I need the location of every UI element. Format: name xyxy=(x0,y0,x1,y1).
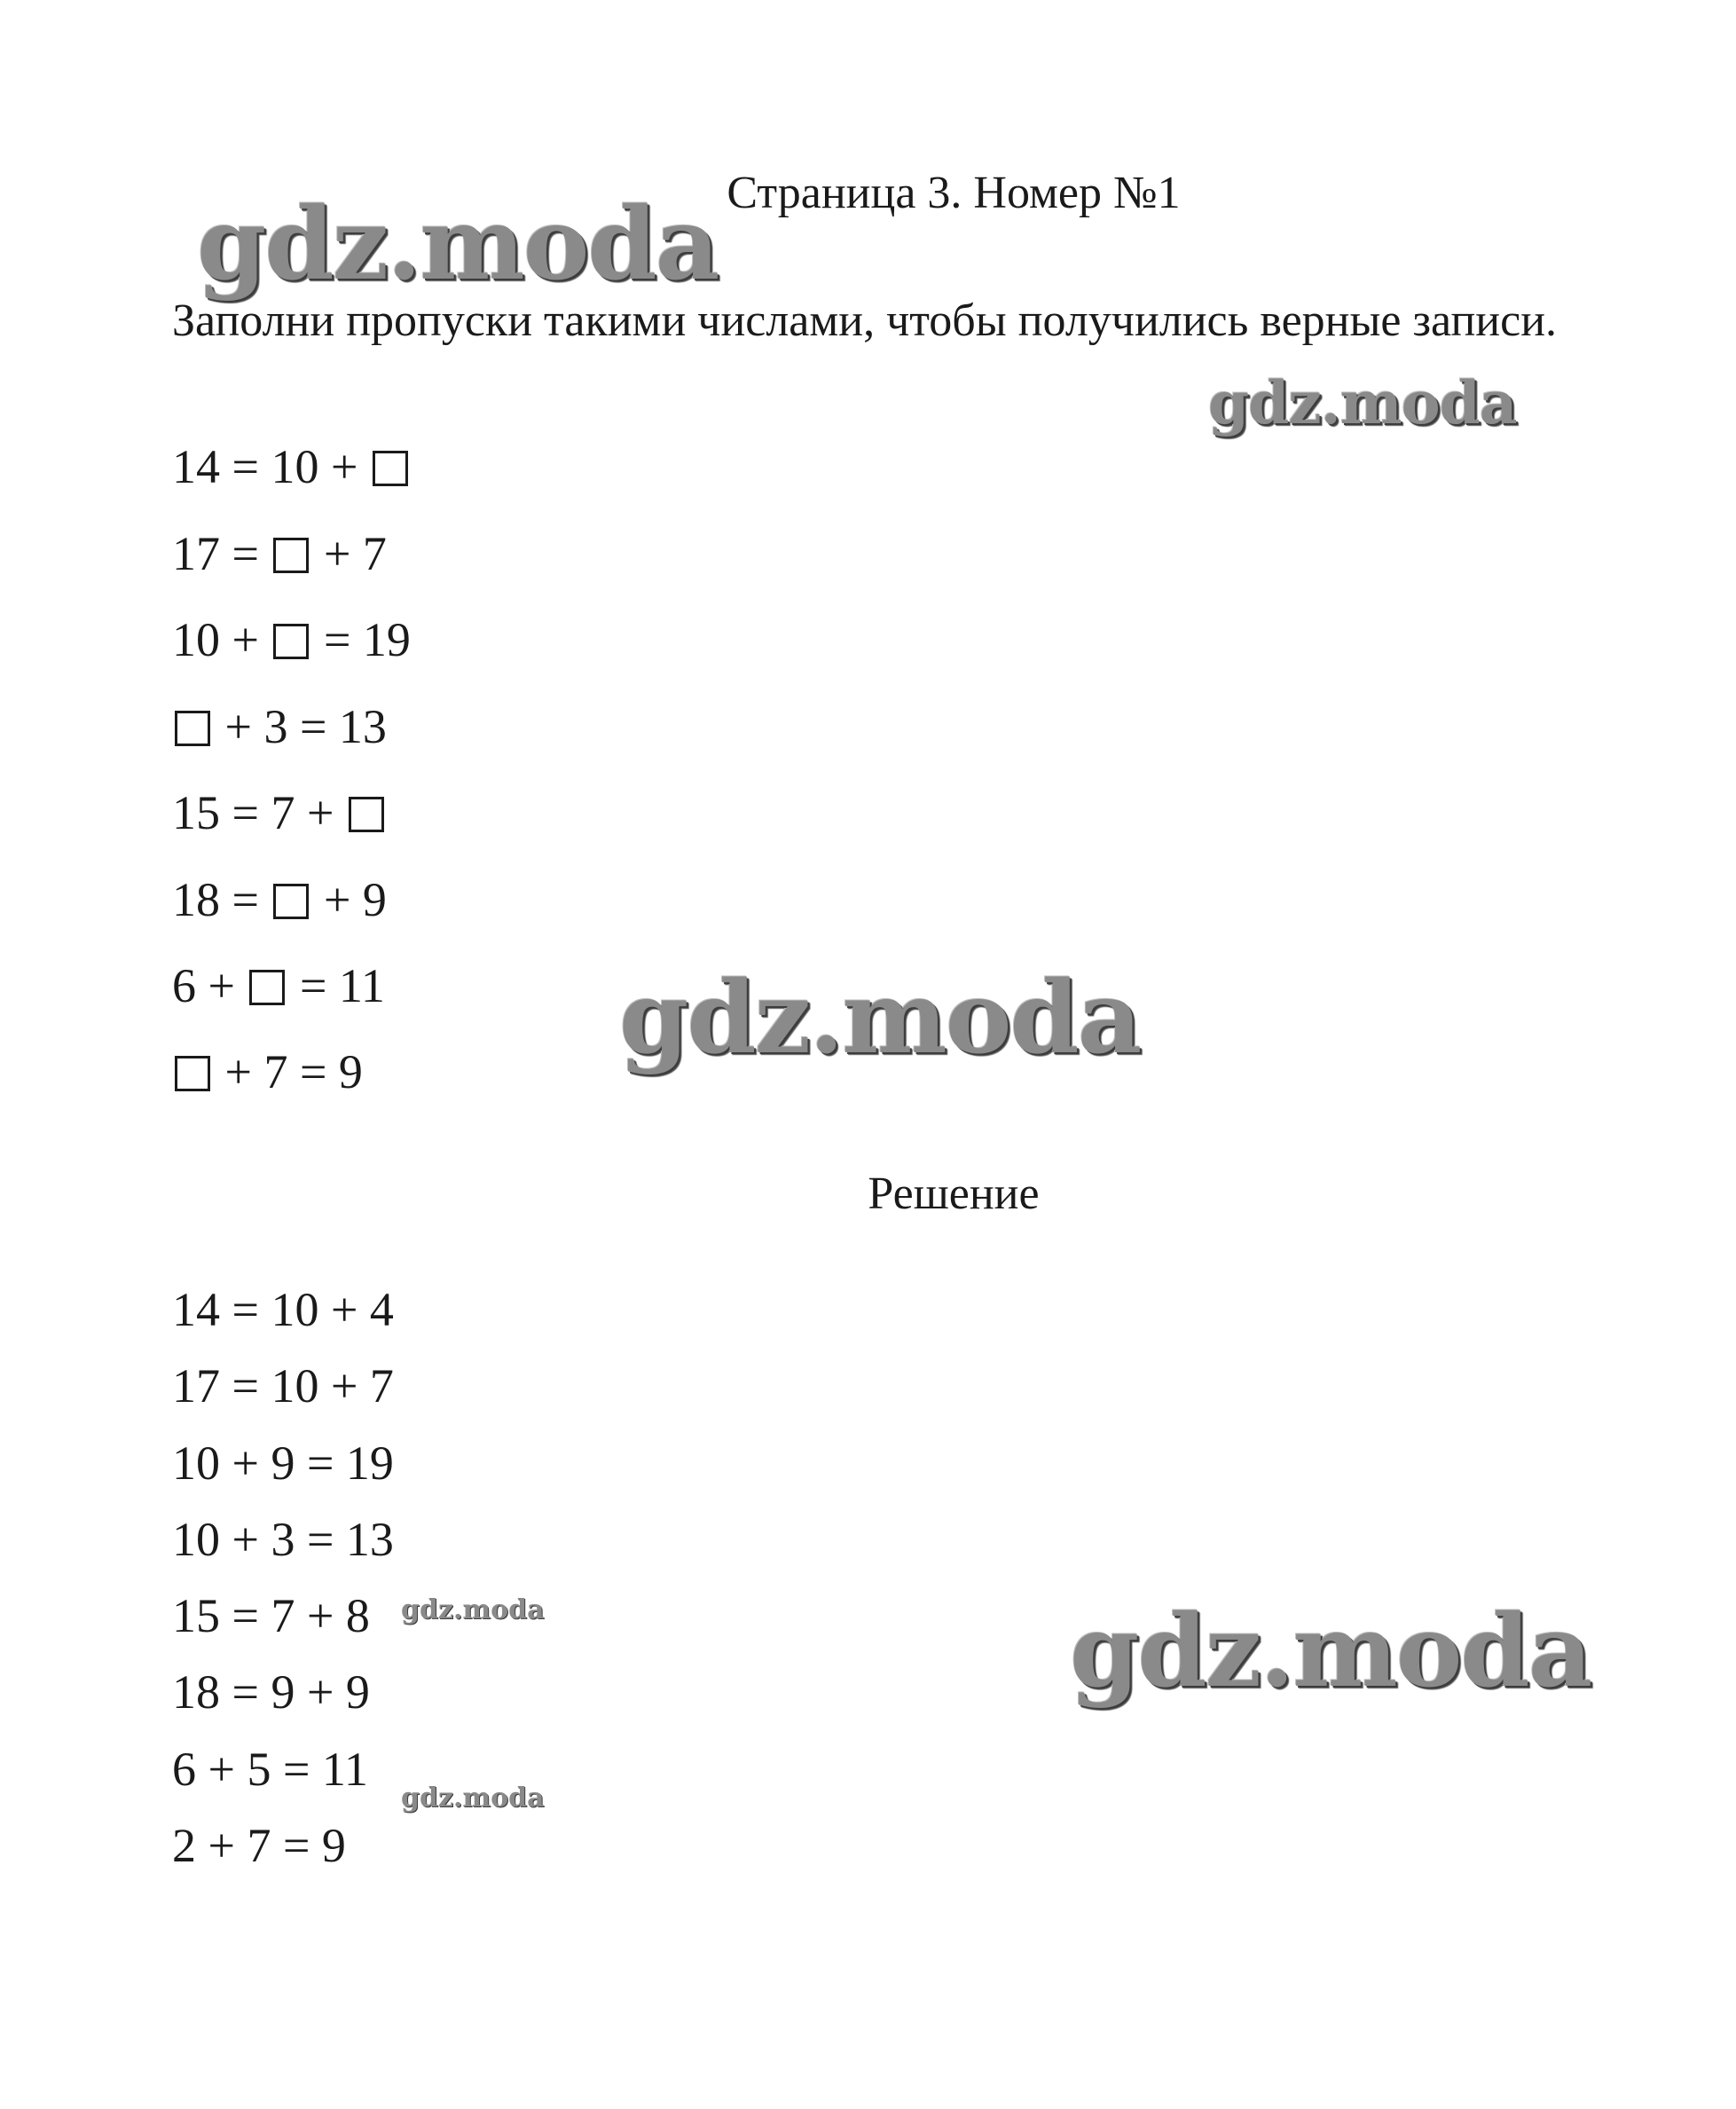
solution-line: 10 + 9 = 19 xyxy=(172,1436,394,1490)
exercise-row xyxy=(172,873,387,926)
page-title: Страница 3. Номер №1 xyxy=(727,168,1181,218)
solution-line: 15 = 7 + 8 xyxy=(172,1589,370,1642)
answer-blank xyxy=(175,1056,210,1091)
solution-line: 17 = 10 + 7 xyxy=(172,1359,394,1413)
task-statement: Заполни пропуски такими числами, чтобы получились верные записи. xyxy=(172,295,1558,346)
watermark: gdz.moda xyxy=(401,1594,545,1625)
watermark: gdz.moda xyxy=(401,1782,545,1814)
solution-line: 18 = 9 + 9 xyxy=(172,1665,370,1719)
exercise-row xyxy=(172,700,387,753)
solution-line: 10 + 3 = 13 xyxy=(172,1513,394,1566)
exercise-text: 6 + xyxy=(172,959,247,1012)
answer-blank xyxy=(273,624,309,659)
exercise-row xyxy=(172,527,387,580)
exercise-row xyxy=(172,786,387,839)
answer-blank xyxy=(373,451,408,486)
exercise-text: + 7 = 9 xyxy=(213,1045,363,1098)
exercise-row xyxy=(172,1045,363,1098)
solution-heading: Решение xyxy=(868,1169,1040,1219)
exercise-text: + 3 = 13 xyxy=(213,700,387,753)
answer-blank xyxy=(273,884,309,919)
watermark: gdz.moda xyxy=(1070,1594,1591,1710)
exercise-text: 14 = 10 + xyxy=(172,440,370,493)
solution-line: 14 = 10 + 4 xyxy=(172,1283,394,1336)
exercise-text: = 19 xyxy=(311,613,411,666)
exercise-text: + 7 xyxy=(311,527,387,580)
exercise-text: 18 = xyxy=(172,873,271,926)
solution-line: 6 + 5 = 11 xyxy=(172,1743,368,1796)
answer-blank xyxy=(349,797,384,832)
watermark: gdz.moda xyxy=(197,186,719,303)
exercise-row xyxy=(172,440,411,493)
exercise-text: + 9 xyxy=(311,873,387,926)
exercise-text: 17 = xyxy=(172,527,271,580)
exercise-row xyxy=(172,613,411,666)
solution-line: 2 + 7 = 9 xyxy=(172,1819,346,1872)
watermark: gdz.moda xyxy=(619,960,1141,1076)
exercise-text: 15 = 7 + xyxy=(172,786,346,839)
exercise-text: = 11 xyxy=(287,959,385,1012)
answer-blank xyxy=(249,970,285,1005)
exercise-text: 10 + xyxy=(172,613,271,666)
watermark: gdz.moda xyxy=(1208,368,1517,437)
exercise-row xyxy=(172,959,385,1012)
answer-blank xyxy=(273,538,309,573)
answer-blank xyxy=(175,711,210,746)
